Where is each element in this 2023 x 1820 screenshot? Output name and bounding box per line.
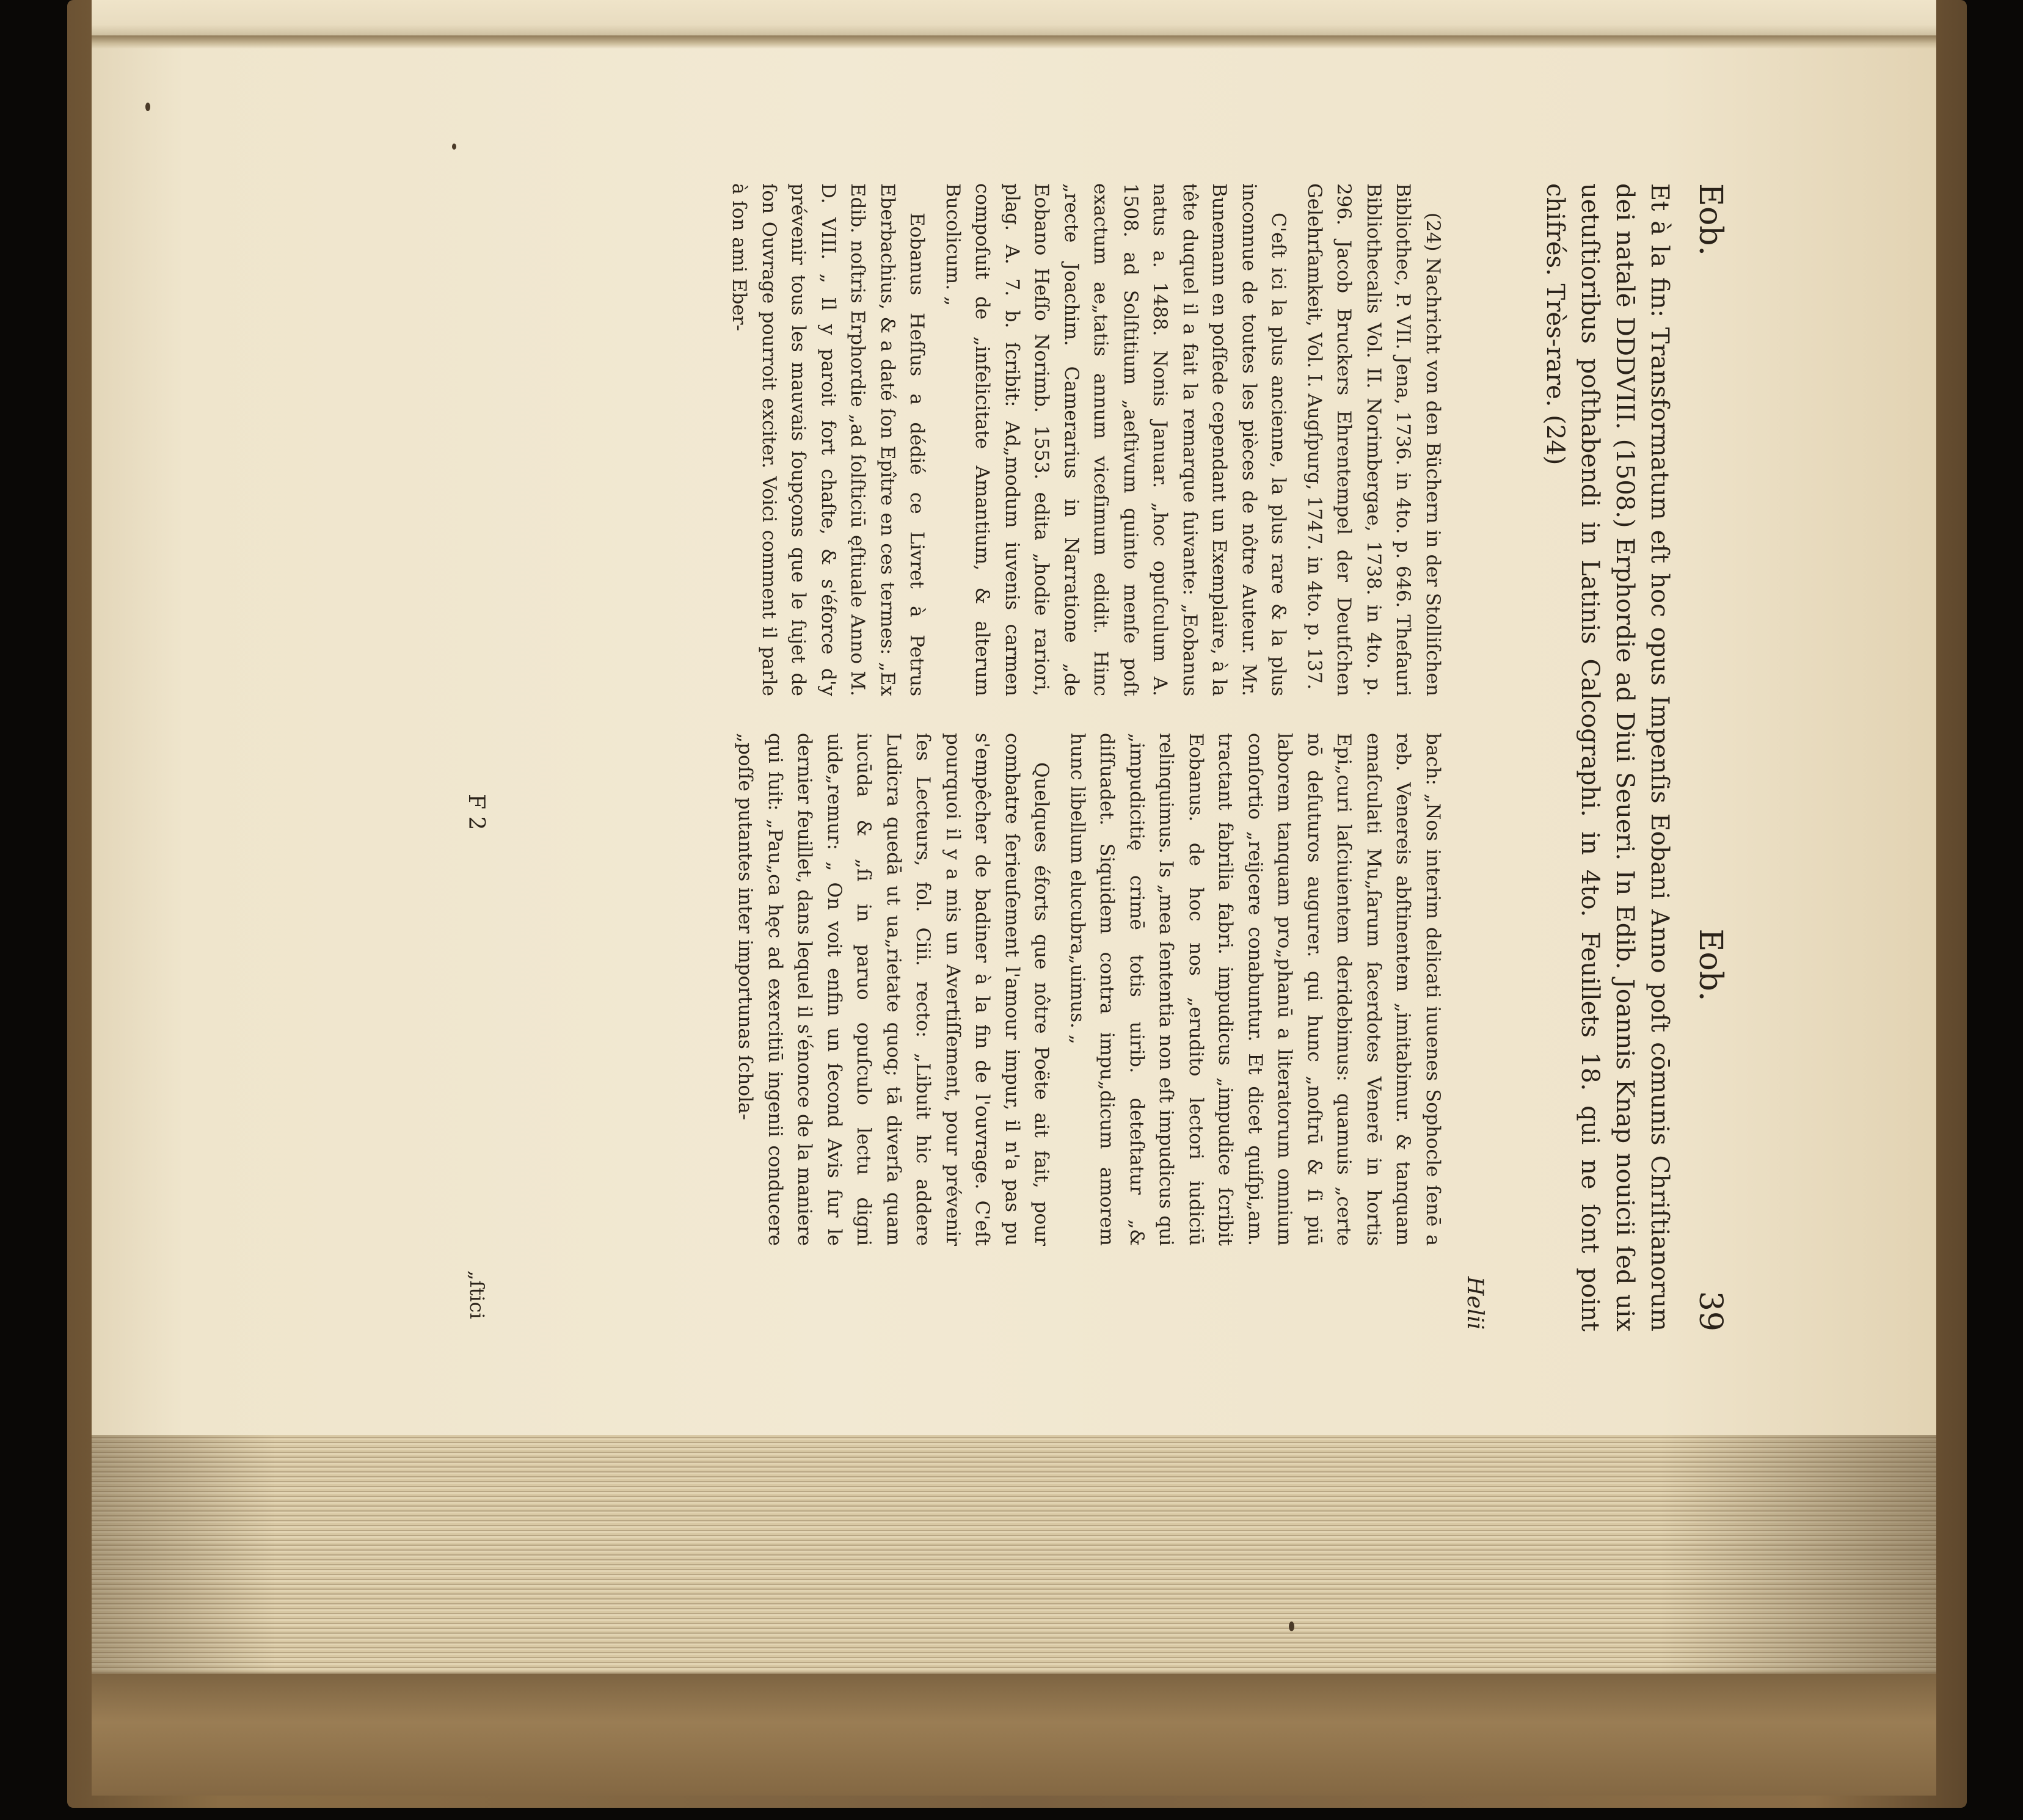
page-text-rotated [452,183,1735,1356]
running-head-left: Eob. [1692,183,1729,257]
running-head-middle: Eob. [1692,928,1729,1002]
paper-speck [452,144,456,150]
page-gutter-shadow [92,35,1936,49]
footnote-24: (24) Nachricht von den Büchern in der Stolliſchen Bibliothec, P. VII. Jena, 1736. in 4to. p. 646. Theſauri Bibliothecalis Vol. II. Norimbergae, 1738. in 4to. p. 296. Jacob Bruckers Ehrentempel der Deutſchen Gelehrſamkeit, Vol. I. Augſpurg, 1747. in 4to. p. 137. [1303,183,1444,696]
left-paragraph-3: Eobanus Heſſus a dédié ce Livret à Petrus Eberbachius, & a daté ſon Epître en ces termes: „Ex Edib. noſtris Erphordie „ad ſolſticiū ęſtiuale Anno M. D. VIII. „ Il y paroit fort chaſte, & s'éforce d'y prévenir tous les mauvais ſoupçons que le ſujet de ſon Ouvrage pourroit exciter. Voici comment il parle à ſon ami Eber- [728,183,928,696]
paper-speck [145,103,150,111]
intro-paragraph: Et à la fin: Transformatum eſt hoc opus Impenſis Eobani Anno poſt cōmunis Chriſtianorum dei natalē DDDVIII. (1508.) Erphordie ad Diui Seueri. In Edib. Joannis Knap nouicii ſed uix uetuſtioribus poſthabendi in Latinis Calcographi. in 4to. Feuillets 18. qui ne ſont point chifrés. Très-rare. (24) [1541,183,1674,1331]
bottom-board [92,1673,1936,1796]
catchword: Helii [1462,1276,1487,1330]
page-number: 39 [1692,1290,1729,1331]
paper-speck [1289,1622,1294,1631]
right-paragraph-2: Quelques éforts que nôtre Poëte ait fait, pour combatre ſerieuſement l'amour impur, il n'a pas pu s'empêcher de badiner à la fin de l'ouvrage. C'eſt pourquoi il y a mis un Avertiſſement, pour prévenir ſes Lecteurs, fol. Ciii. recto: „Libuit hic addere Ludicra quedā ut ua„rietate quoq; tā diverſa quam iucūda & „ſi in paruo opuſculo lectu digni uide„remur: „ On voit enfin un ſecond Avis ſur le dernier feuillet, dans lequel il s'énonce de la maniere qui ſuit: „Pau„ca hęc ad exercitiū ingenii conducere „poſſe putantes inter importunas ſchola- [734,733,1053,1246]
signature-mark: F 2 [464,794,489,831]
left-paragraph-2: C'eſt ici la plus ancienne, la plus rare & la plus inconnue de toutes les pièces de nôtre Auteur. Mr. Bunemann en poſſede cependant un Exemplaire, à la tête duquel il a fait la remarque ſuivante: „Eobanus natus a. 1488. Nonis Januar. „hoc opuſculum A. 1508. ad Solſtitium „aeſtivum quinto menſe poſt exactum ae„tatis annum viceſimum edidit. Hinc „recte Joachim. Camerarius in Narratione „de Eobano Heſſo Norimb. 1553. edita „hodie rariori, plag. A. 7. b. ſcribit: Ad„modum iuvenis carmen compoſuit de „infelicitate Amantium, & alterum Bucolicum. „ [942,183,1290,696]
previous-page-edge [92,0,1936,35]
right-column [724,733,1448,1246]
page-block-shade [92,1435,1936,1673]
last-catchword: „ſtici [465,1270,489,1319]
left-column [718,183,1448,696]
right-paragraph-1: bach: „Nos interim delicati iuuenes Sophocle ſenē a reb. Venereis abſtinentem „imitabimur. & tanquam emaſculati Mu„ſarum ſacerdotes Venerē in hortis Epi„curi laſciuientem deridebimus: quamuis „certe nō deſuturos augurer. qui hunc „noſtrū & ſi piū laborem tanquam pro„phanū a literatorum omnium conſortio „reijcere conabuntur. Et dicet quiſpi„am. tractant fabrilia fabri. impudicus „impudice ſcribit Eobanus. de hoc nos „erudito lectori iudiciū relinquimus. Is „mea ſententia non eſt impudicus qui „impudicitię crimē totis uirib. deteſtatur „& diſſuadet. Siquidem contra impu„dicum amorem hunc libellum elucubra„uimus. „ [1066,733,1444,1246]
